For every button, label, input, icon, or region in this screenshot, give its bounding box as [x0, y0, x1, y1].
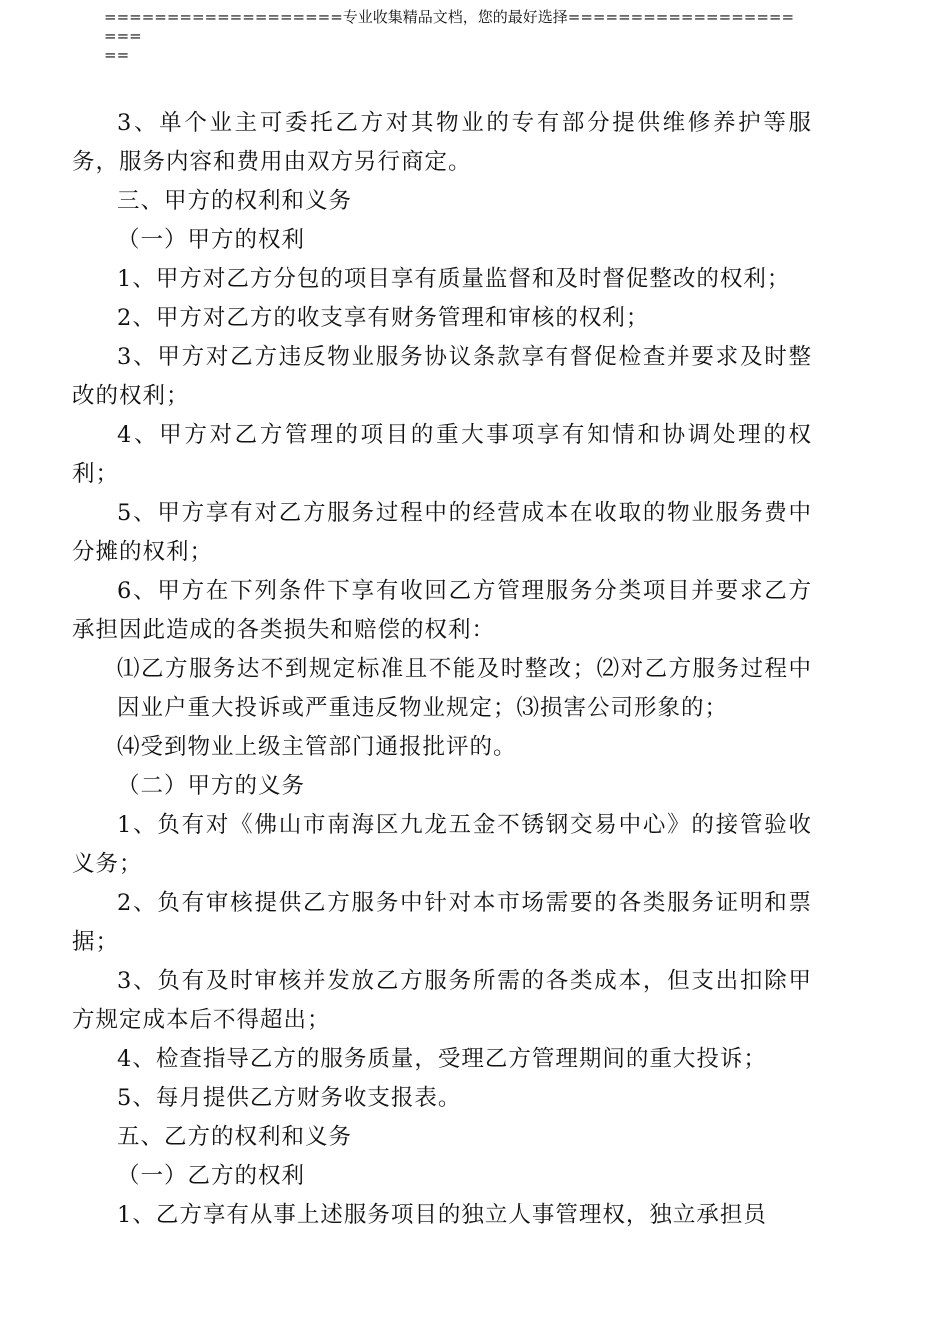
paragraph-party-b-right-1: 1、乙方享有从事上述服务项目的独立人事管理权，独立承担员: [117, 1202, 767, 1228]
subheading-party-a-rights: （一）甲方的权利: [117, 227, 306, 253]
section-heading-party-a: 三、甲方的权利和义务: [117, 188, 353, 214]
paragraph-service-entrust: 3、单个业主可委托乙方对其物业的专有部分提供维修养护等服务，服务内容和费用由双方另行商定。: [72, 110, 812, 175]
paragraph-obligation-1: 1、负有对《佛山市南海区九龙五金不锈钢交易中心》的接管验收义务；: [72, 812, 812, 877]
header-text: ===================专业收集精品文档，您的最好选择===================== ==: [104, 8, 795, 64]
paragraph-right-6: 6、甲方在下列条件下享有收回乙方管理服务分类项目并要求乙方承担因此造成的各类损失和赔偿的权利：: [72, 578, 812, 643]
paragraph-right-5: 5、甲方享有对乙方服务过程中的经营成本在收取的物业服务费中分摊的权利；: [72, 500, 812, 565]
paragraph-conditions-1-3: ⑴乙方服务达不到规定标准且不能及时整改；⑵对乙方服务过程中因业户重大投诉或严重违反物业规定；⑶损害公司形象的；: [117, 656, 812, 721]
subheading-party-a-obligations: （二）甲方的义务: [117, 773, 306, 799]
page-header-banner: [104, 8, 804, 65]
subheading-party-b-rights: （一）乙方的权利: [117, 1163, 306, 1189]
paragraph-right-4: 4、甲方对乙方管理的项目的重大事项享有知情和协调处理的权利；: [72, 422, 812, 487]
document-body: [72, 104, 812, 1235]
paragraph-obligation-4: 4、检查指导乙方的服务质量，受理乙方管理期间的重大投诉；: [117, 1046, 767, 1072]
paragraph-obligation-2: 2、负有审核提供乙方服务中针对本市场需要的各类服务证明和票据；: [72, 890, 812, 955]
paragraph-obligation-3: 3、负有及时审核并发放乙方服务所需的各类成本，但支出扣除甲方规定成本后不得超出；: [72, 968, 812, 1033]
paragraph-right-3: 3、甲方对乙方违反物业服务协议条款享有督促检查并要求及时整改的权利；: [72, 344, 812, 409]
paragraph-right-1: 1、甲方对乙方分包的项目享有质量监督和及时督促整改的权利；: [117, 266, 791, 292]
paragraph-obligation-5: 5、每月提供乙方财务收支报表。: [117, 1085, 462, 1111]
paragraph-condition-4: ⑷受到物业上级主管部门通报批评的。: [117, 734, 517, 760]
paragraph-right-2: 2、甲方对乙方的收支享有财务管理和审核的权利；: [117, 305, 650, 331]
section-heading-party-b: 五、乙方的权利和义务: [117, 1124, 353, 1150]
